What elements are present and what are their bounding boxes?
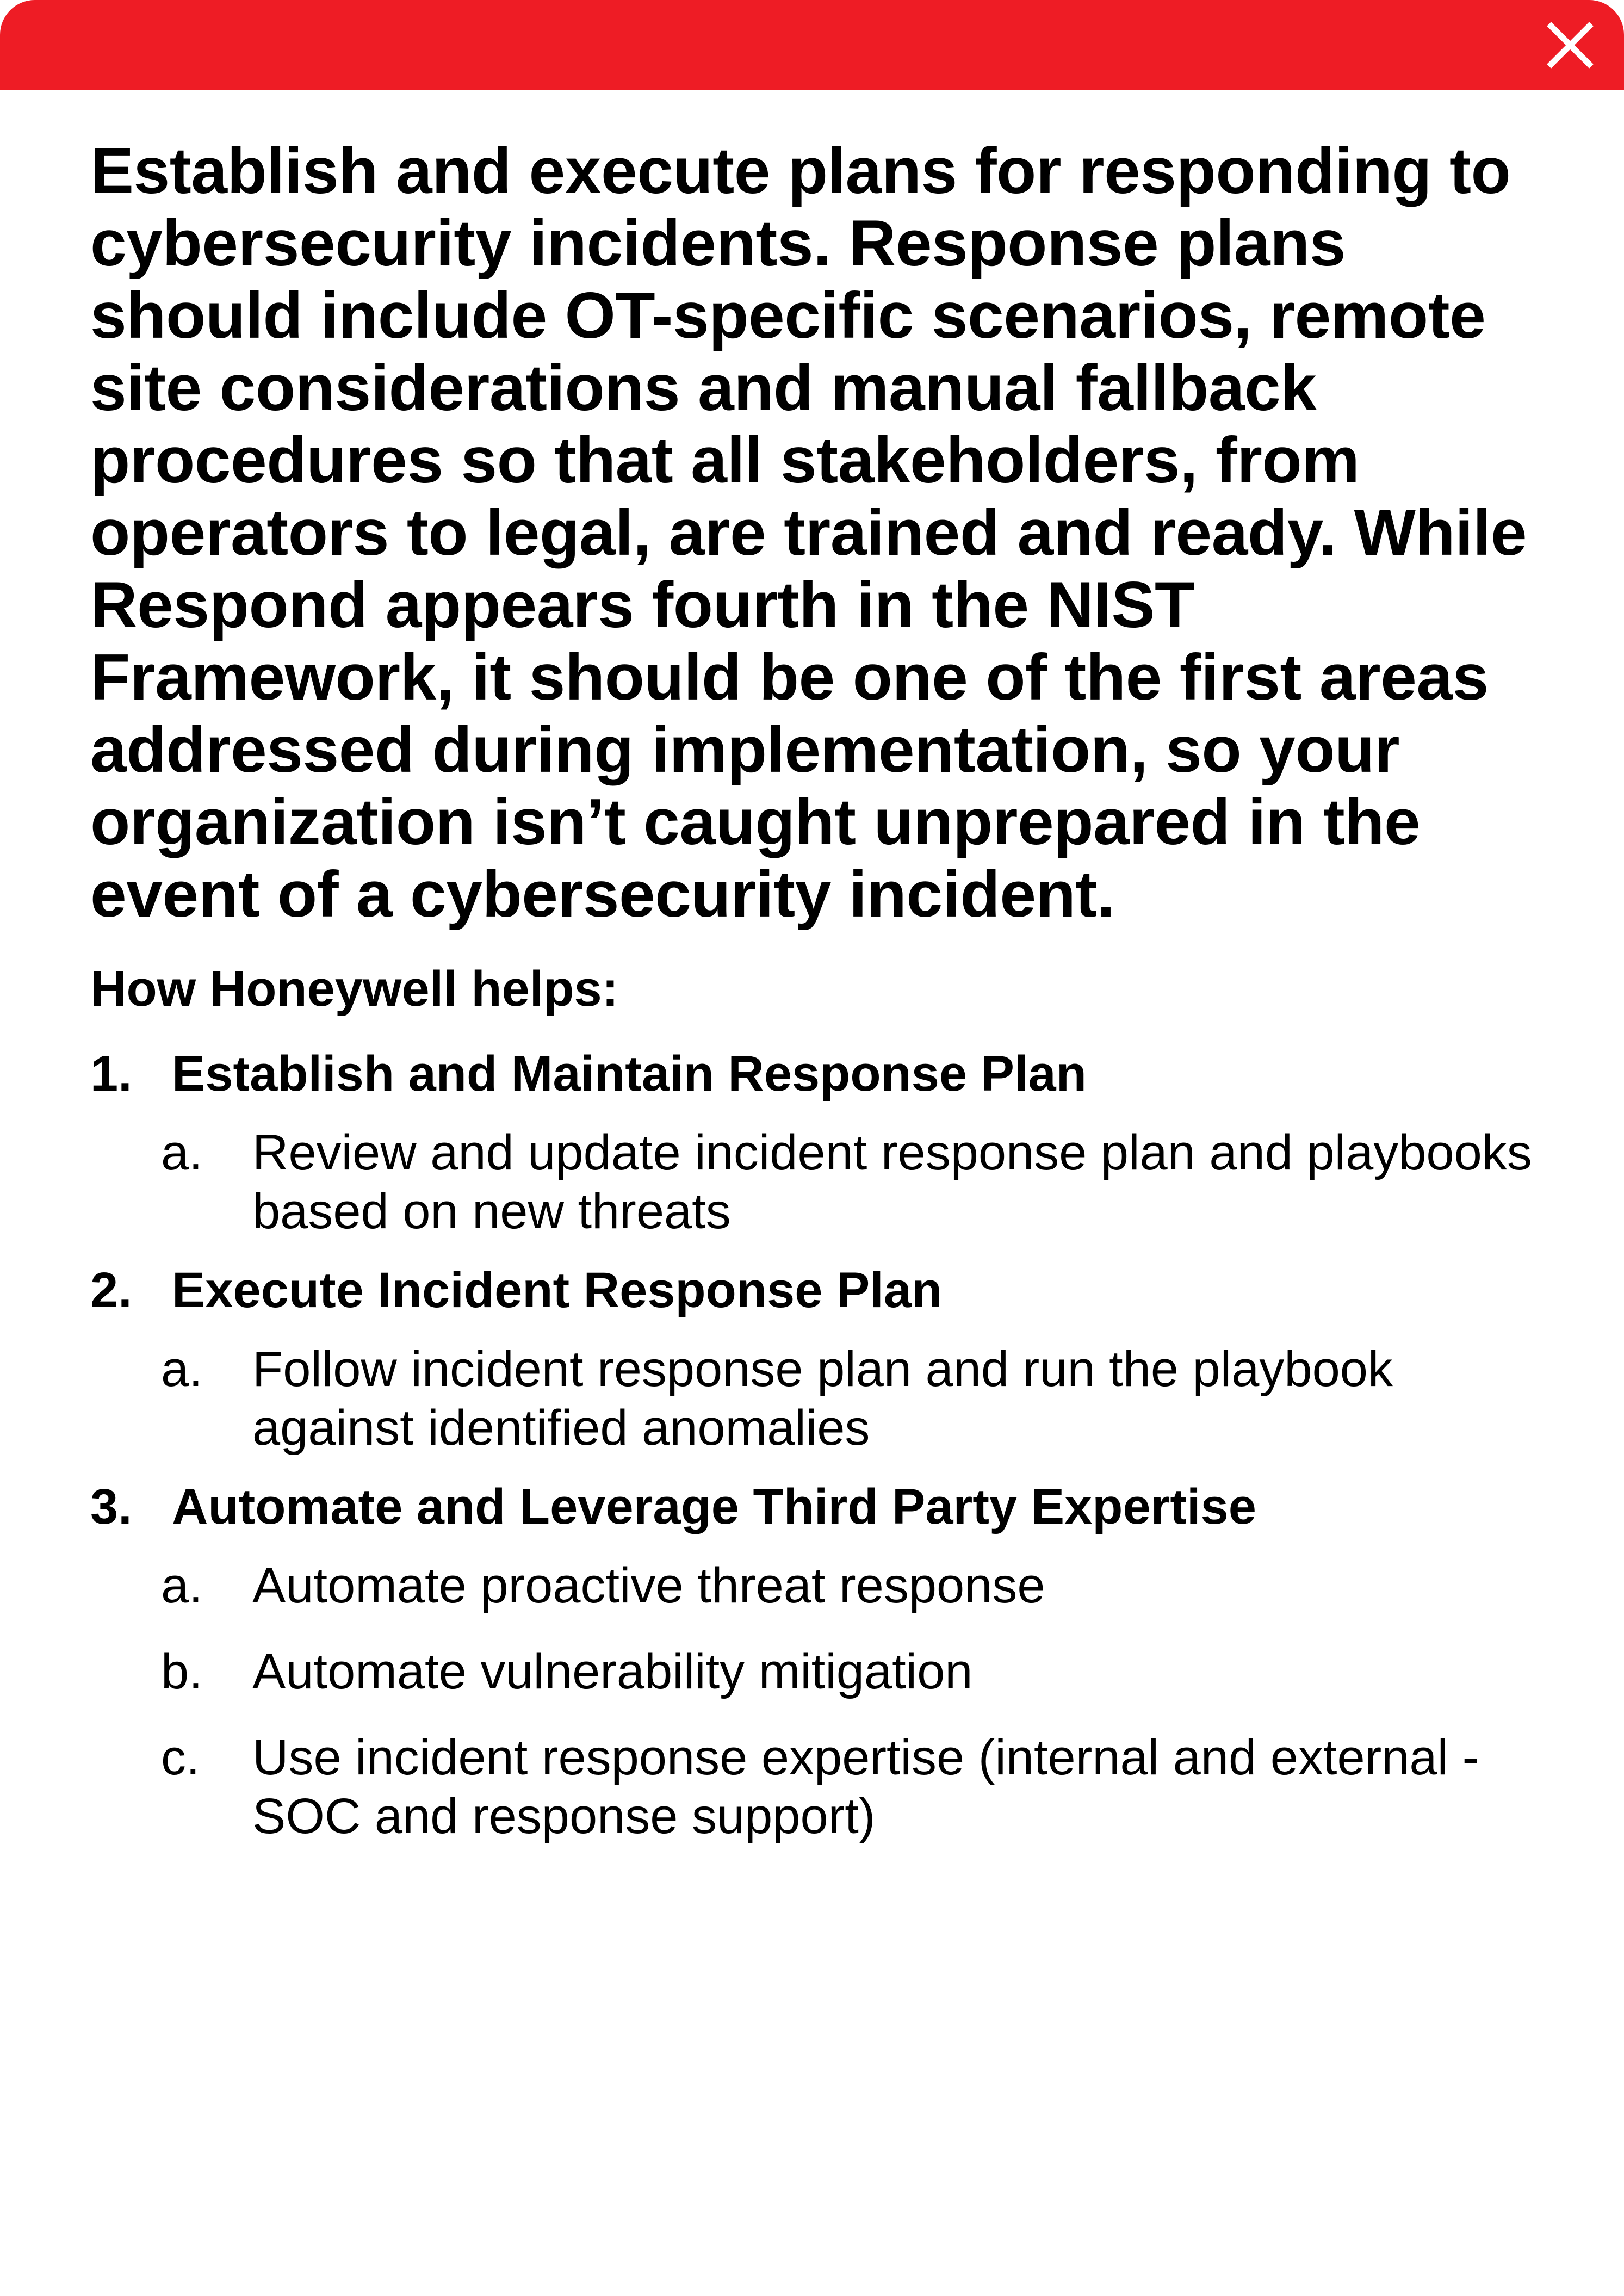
substep-text: Automate vulnerability mitigation <box>252 1644 973 1699</box>
helps-heading: How Honeywell helps: <box>90 961 619 1017</box>
substep-text: Follow incident response plan and run the playbook against identified anomalies <box>252 1341 1393 1456</box>
step-number: 1. <box>90 1046 132 1101</box>
substep-text: Use incident response expertise (internal and external - SOC and response support) <box>252 1730 1479 1844</box>
substep-letter: b. <box>161 1644 203 1699</box>
substep-item <box>161 1123 1559 1241</box>
modal-content <box>90 135 1559 1846</box>
close-button[interactable] <box>1537 12 1603 78</box>
substep-list <box>90 1556 1559 1846</box>
step-item <box>90 1471 1559 1846</box>
substep-letter: c. <box>161 1730 200 1785</box>
step-title <box>90 1471 1559 1542</box>
substep-letter: a. <box>161 1125 203 1180</box>
step-title-text: Automate and Leverage Third Party Expertise <box>172 1479 1256 1534</box>
step-title <box>90 1038 1559 1109</box>
step-number: 2. <box>90 1263 132 1318</box>
substep-list <box>90 1123 1559 1241</box>
substep-text: Review and update incident response plan and playbooks based on new threats <box>252 1125 1532 1239</box>
substep-text: Automate proactive threat response <box>252 1558 1045 1613</box>
substep-item <box>161 1556 1559 1615</box>
step-title <box>90 1255 1559 1326</box>
substep-item <box>161 1642 1559 1701</box>
substep-letter: a. <box>161 1341 203 1397</box>
header-bar <box>0 0 1624 90</box>
step-item <box>90 1255 1559 1457</box>
substep-list <box>90 1340 1559 1457</box>
step-title-text: Establish and Maintain Response Plan <box>172 1046 1087 1101</box>
close-icon <box>1547 22 1594 69</box>
substep-item <box>161 1340 1559 1457</box>
step-title-text: Execute Incident Response Plan <box>172 1263 943 1318</box>
substep-item <box>161 1728 1559 1846</box>
intro-paragraph: Establish and execute plans for responding to cybersecurity incidents. Response plans should include OT-specific scenarios, remote site considerations and manual fallback procedures so that all stakeholders, from operators to legal, are trained and ready. While Respond appears fourth in the NIST Framework, it should be one of the first areas addressed during implementation, so your organization isn’t caught unprepared in the event of a cybersecurity incident. <box>90 134 1527 931</box>
step-number: 3. <box>90 1479 132 1534</box>
steps-list <box>90 1038 1559 1846</box>
substep-letter: a. <box>161 1558 203 1613</box>
step-item <box>90 1038 1559 1241</box>
